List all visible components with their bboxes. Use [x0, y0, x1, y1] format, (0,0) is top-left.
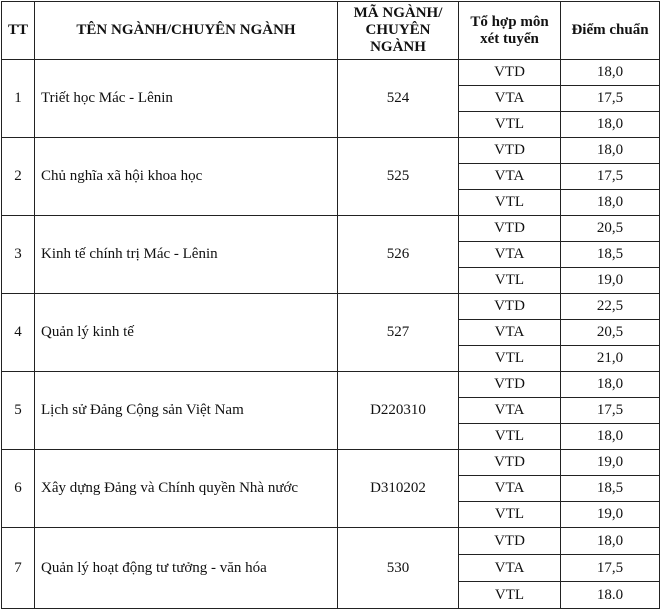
- subject-combination: VTA: [459, 320, 561, 346]
- table-row: [2, 216, 660, 242]
- header-major-name: TÊN NGÀNH/CHUYÊN NGÀNH: [35, 2, 338, 60]
- major-code: 530: [338, 528, 459, 609]
- subject-combination: VTA: [459, 398, 561, 424]
- table-row: [2, 138, 660, 164]
- cutoff-score: 18.0: [561, 582, 660, 609]
- subject-combination: VTA: [459, 164, 561, 190]
- subject-combination: VTD: [459, 60, 561, 86]
- header-cutoff-score: Điểm chuẩn: [561, 2, 660, 60]
- row-number: 1: [2, 60, 35, 138]
- major-name: Xây dựng Đảng và Chính quyền Nhà nước: [35, 450, 338, 528]
- cutoff-score: 19,0: [561, 268, 660, 294]
- cutoff-score: 19,0: [561, 450, 660, 476]
- cutoff-score: 22,5: [561, 294, 660, 320]
- cutoff-score: 20,5: [561, 216, 660, 242]
- major-name: Chủ nghĩa xã hội khoa học: [35, 138, 338, 216]
- table-row: [2, 60, 660, 86]
- cutoff-score: 19,0: [561, 502, 660, 528]
- row-number: 3: [2, 216, 35, 294]
- cutoff-score: 17,5: [561, 398, 660, 424]
- row-number: 7: [2, 528, 35, 609]
- subject-combination: VTL: [459, 346, 561, 372]
- subject-combination: VTA: [459, 476, 561, 502]
- subject-combination: VTA: [459, 242, 561, 268]
- subject-combination: VTD: [459, 138, 561, 164]
- header-major-code: MÃ NGÀNH/ CHUYÊN NGÀNH: [338, 2, 459, 60]
- major-name: Quản lý kinh tế: [35, 294, 338, 372]
- major-name: Quản lý hoạt động tư tưởng - văn hóa: [35, 528, 338, 609]
- subject-combination: VTL: [459, 502, 561, 528]
- subject-combination: VTD: [459, 294, 561, 320]
- table-row: [2, 372, 660, 398]
- subject-combination: VTD: [459, 216, 561, 242]
- cutoff-score: 18,0: [561, 528, 660, 555]
- admission-scores-table: [1, 1, 660, 609]
- table-row: [2, 450, 660, 476]
- subject-combination: VTA: [459, 86, 561, 112]
- major-name: Lịch sử Đảng Cộng sản Việt Nam: [35, 372, 338, 450]
- major-code: D220310: [338, 372, 459, 450]
- header-tt: TT: [2, 2, 35, 60]
- subject-combination: VTL: [459, 424, 561, 450]
- major-code: 524: [338, 60, 459, 138]
- subject-combination: VTL: [459, 268, 561, 294]
- cutoff-score: 18,0: [561, 138, 660, 164]
- cutoff-score: 18,0: [561, 112, 660, 138]
- row-number: 2: [2, 138, 35, 216]
- header-row: [2, 2, 660, 60]
- subject-combination: VTD: [459, 372, 561, 398]
- cutoff-score: 17,5: [561, 86, 660, 112]
- subject-combination: VTL: [459, 112, 561, 138]
- major-code: 527: [338, 294, 459, 372]
- major-code: 525: [338, 138, 459, 216]
- major-code: 526: [338, 216, 459, 294]
- row-number: 5: [2, 372, 35, 450]
- major-code: D310202: [338, 450, 459, 528]
- subject-combination: VTA: [459, 555, 561, 582]
- row-number: 4: [2, 294, 35, 372]
- table-row: [2, 294, 660, 320]
- cutoff-score: 20,5: [561, 320, 660, 346]
- row-number: 6: [2, 450, 35, 528]
- cutoff-score: 18,0: [561, 424, 660, 450]
- major-name: Triết học Mác - Lênin: [35, 60, 338, 138]
- cutoff-score: 18,0: [561, 372, 660, 398]
- cutoff-score: 17,5: [561, 164, 660, 190]
- cutoff-score: 18,5: [561, 242, 660, 268]
- subject-combination: VTL: [459, 190, 561, 216]
- subject-combination: VTD: [459, 528, 561, 555]
- table-row: [2, 528, 660, 555]
- subject-combination: VTL: [459, 582, 561, 609]
- header-subject-combination: Tổ hợp môn xét tuyển: [459, 2, 561, 60]
- cutoff-score: 17,5: [561, 555, 660, 582]
- cutoff-score: 18,0: [561, 60, 660, 86]
- subject-combination: VTD: [459, 450, 561, 476]
- major-name: Kinh tế chính trị Mác - Lênin: [35, 216, 338, 294]
- cutoff-score: 21,0: [561, 346, 660, 372]
- cutoff-score: 18,5: [561, 476, 660, 502]
- cutoff-score: 18,0: [561, 190, 660, 216]
